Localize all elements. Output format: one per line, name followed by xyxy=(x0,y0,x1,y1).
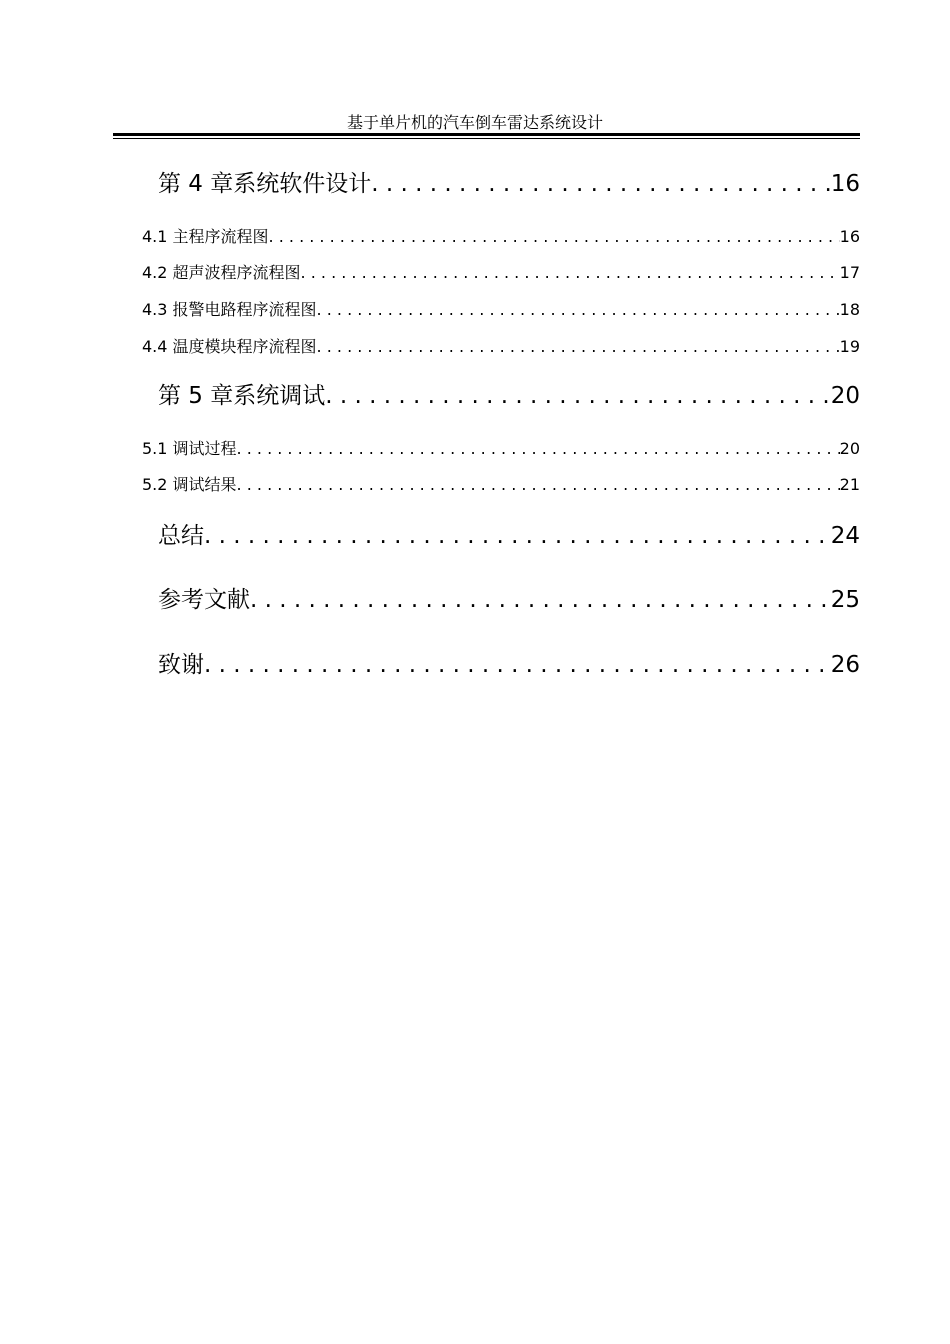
toc-entry-title: 4.3 报警电路程序流程图 xyxy=(142,300,317,319)
toc-leader-dots xyxy=(237,474,840,496)
page-header-title: 基于单片机的汽车倒车雷达系统设计 xyxy=(346,113,603,132)
toc-leader-dots xyxy=(204,650,831,680)
toc-entry-page: 26 xyxy=(830,652,860,678)
toc-entry-chapter-4[interactable] xyxy=(158,169,860,199)
toc-entry-page: 18 xyxy=(839,300,860,319)
toc-leader-dots xyxy=(269,226,840,248)
toc-entry-title: 总结 xyxy=(158,523,204,549)
toc-entry-title: 致谢 xyxy=(158,652,204,678)
toc-leader-dots xyxy=(301,262,840,284)
toc-entry-title: 5.2 调试结果 xyxy=(142,475,237,494)
toc-leader-dots xyxy=(204,521,831,551)
toc-entry-summary[interactable] xyxy=(158,521,860,551)
toc-entry-title: 4.1 主程序流程图 xyxy=(142,227,269,246)
toc-entry-section-4-1[interactable] xyxy=(142,226,860,248)
toc-entry-title: 第 5 章系统调试 xyxy=(158,383,326,409)
toc-leader-dots xyxy=(237,438,840,460)
toc-entry-page: 16 xyxy=(830,171,860,197)
toc-entry-page: 24 xyxy=(830,523,860,549)
toc-entry-chapter-5[interactable] xyxy=(158,381,860,411)
toc-entry-title: 第 4 章系统软件设计 xyxy=(158,171,372,197)
toc-entry-section-4-2[interactable] xyxy=(142,262,860,284)
toc-entry-section-4-4[interactable] xyxy=(142,336,860,358)
toc-entry-page: 25 xyxy=(830,587,860,613)
toc-entry-page: 21 xyxy=(839,475,860,494)
toc-entry-page: 20 xyxy=(839,439,860,458)
toc-leader-dots xyxy=(250,585,831,615)
toc-entry-title: 4.4 温度模块程序流程图 xyxy=(142,337,317,356)
toc-entry-title: 5.1 调试过程 xyxy=(142,439,237,458)
toc-entry-section-5-2[interactable] xyxy=(142,474,860,496)
toc-entry-page: 17 xyxy=(839,263,860,282)
toc-leader-dots xyxy=(325,381,830,411)
header-rule-thick xyxy=(113,133,860,136)
toc-entry-page: 16 xyxy=(839,227,860,246)
toc-leader-dots xyxy=(317,299,840,321)
toc-entry-page: 20 xyxy=(830,383,860,409)
toc-entry-page: 19 xyxy=(839,337,860,356)
toc-entry-title: 参考文献 xyxy=(158,587,250,613)
toc-entry-title: 4.2 超声波程序流程图 xyxy=(142,263,301,282)
toc-entry-section-5-1[interactable] xyxy=(142,438,860,460)
toc-leader-dots xyxy=(317,336,840,358)
toc-leader-dots xyxy=(371,169,830,199)
toc-entry-section-4-3[interactable] xyxy=(142,299,860,321)
toc-entry-acknowledgements[interactable] xyxy=(158,650,860,680)
header-rule-thin xyxy=(113,138,860,139)
toc-entry-references[interactable] xyxy=(158,585,860,615)
